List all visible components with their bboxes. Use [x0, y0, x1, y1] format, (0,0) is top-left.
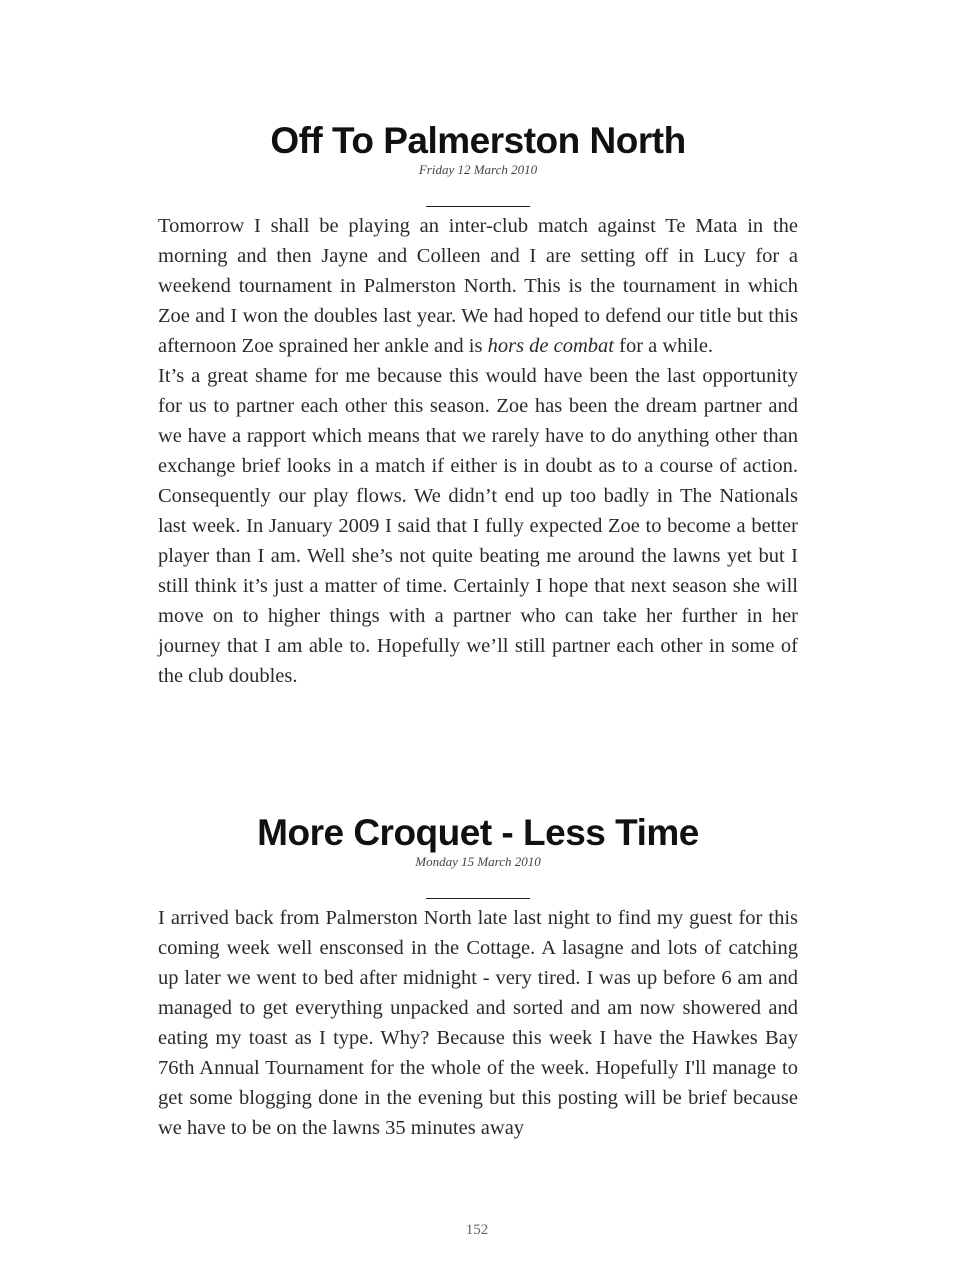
post-paragraph: I arrived back from Palmerston North late last night to find my guest for this coming week well ensconsed in the Cottage. A lasagne and lots of catching up later we went to bed after midnight - very tired. I was up before 6 am and managed to get everything unpacked and sorted and am now showered and eating my toast as I type. Why? Because this week I have the Hawkes Bay 76th Annual Tournament for the whole of the week. Hopefully I'll manage to get some blogging done in the evening but this posting will be brief because we have to be on the lawns 35 minutes away: [158, 907, 798, 1139]
paragraph-text: for a while.: [614, 335, 714, 357]
post-title: More Croquet - Less Time: [257, 812, 699, 853]
blog-post: [158, 812, 798, 1143]
blog-post: [158, 120, 798, 691]
post-title: Off To Palmerston North: [270, 120, 686, 161]
post-body: [158, 903, 798, 1143]
title-divider: [426, 206, 530, 207]
italic-phrase: hors de combat: [487, 335, 614, 357]
post-date: Monday 15 March 2010: [415, 854, 541, 869]
post-paragraph: [158, 211, 798, 361]
paragraph-text: Tomorrow I shall be playing an inter-club match against Te Mata in the morning and then Jayne and Colleen and I are setting off in Lucy for a weekend tournament in Palmerston North. This is the tournament in which Zoe and I won the doubles last year. We had hoped to defend our title but this afternoon Zoe sprained her ankle and is: [158, 215, 798, 357]
post-date: Friday 12 March 2010: [418, 162, 538, 177]
page-number: 152: [465, 1222, 489, 1238]
title-divider: [426, 898, 530, 899]
post-paragraph: It’s a great shame for me because this would have been the last opportunity for us to partner each other this season. Zoe has been the dream partner and we have a rapport which means that we rarely have to do anything other than exchange brief looks in a match if either is in doubt as to a course of action. Consequently our play flows. We didn’t end up too badly in The Nationals last week. In January 2009 I said that I fully expected Zoe to become a better player than I am. Well she’s not quite beating me around the lawns yet but I still think it’s just a matter of time. Certainly I hope that next season she will move on to higher things with a partner who can take her further in her journey that I am able to. Hopefully we’ll still partner each other in some of the club doubles.: [158, 365, 798, 687]
post-body: [158, 211, 798, 691]
